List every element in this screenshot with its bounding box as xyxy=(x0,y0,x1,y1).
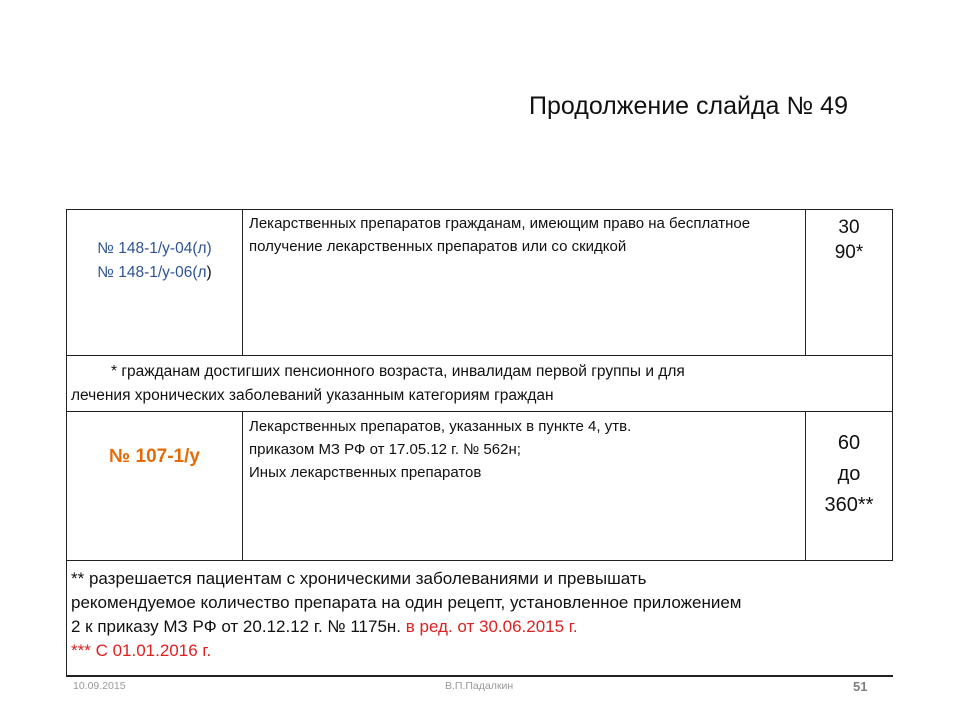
quantity-107-line1: 60 xyxy=(837,432,861,454)
quantity-cell xyxy=(806,210,893,356)
footnote-2-line3 xyxy=(71,615,887,639)
footnote-1-line1: * гражданам достигших пенсионного возраста, инвалидам первой группы и для xyxy=(111,363,685,380)
description-line-3: Иных лекарственных препаратов xyxy=(249,464,482,481)
footer-date: 10.09.2015 xyxy=(73,680,126,692)
footnote-2-line2: рекомендуемое количество препарата на один рецепт, установленное приложением xyxy=(71,593,742,612)
table-row-148 xyxy=(67,210,893,356)
quantity-107-line3: 360** xyxy=(824,494,874,516)
form-number-148-06-text: № 148-1/у-06(л xyxy=(97,264,207,281)
prescription-table-wrapper xyxy=(66,209,879,677)
form-number-cell-107: № 107-1/у xyxy=(67,412,243,561)
footnote-1-line2: лечения хронических заболеваний указанным категориям граждан xyxy=(71,387,554,404)
table-row-107 xyxy=(67,412,893,561)
footer-author: В.П.Падалкин xyxy=(445,680,514,692)
description-line-2: приказом МЗ РФ от 17.05.12 г. № 562н; xyxy=(249,441,521,458)
footnote-2-effective-date: *** С 01.01.2016 г. xyxy=(71,641,212,660)
description-line-1: Лекарственных препаратов, указанных в пункте 4, утв. xyxy=(249,418,632,435)
quantity-cell-107 xyxy=(806,412,893,561)
quantity-107-line2: до xyxy=(837,463,861,485)
footnote-2-line3-text: 2 к приказу МЗ РФ от 20.12.12 г. № 1175н. xyxy=(71,617,402,636)
footnote-2-revision-date: в ред. от 30.06.2015 г. xyxy=(401,617,578,636)
quantity-value-1: 30 xyxy=(838,217,860,238)
table-note-row-2 xyxy=(67,561,893,677)
footnote-2-line1: ** разрешается пациентам с хроническими заболеваниями и превышать xyxy=(71,569,647,588)
form-number-148-06-paren: ) xyxy=(206,264,212,281)
form-number-148-04: № 148-1/у-04(л) xyxy=(97,240,212,257)
footnote-2 xyxy=(67,561,893,677)
table-note-row-1 xyxy=(67,356,893,412)
description-cell: Лекарственных препаратов гражданам, имеющим право на бесплатное получение лекарственных препаратов или со скидкой xyxy=(243,210,806,356)
form-number-cell xyxy=(67,210,243,356)
quantity-value-2: 90* xyxy=(834,242,864,263)
slide-title: Продолжение слайда № 49 xyxy=(529,92,848,120)
form-number-148-06 xyxy=(67,261,242,285)
description-cell-107 xyxy=(243,412,806,561)
footnote-1 xyxy=(67,356,893,412)
prescription-table xyxy=(66,209,893,677)
page-number: 51 xyxy=(853,679,868,694)
